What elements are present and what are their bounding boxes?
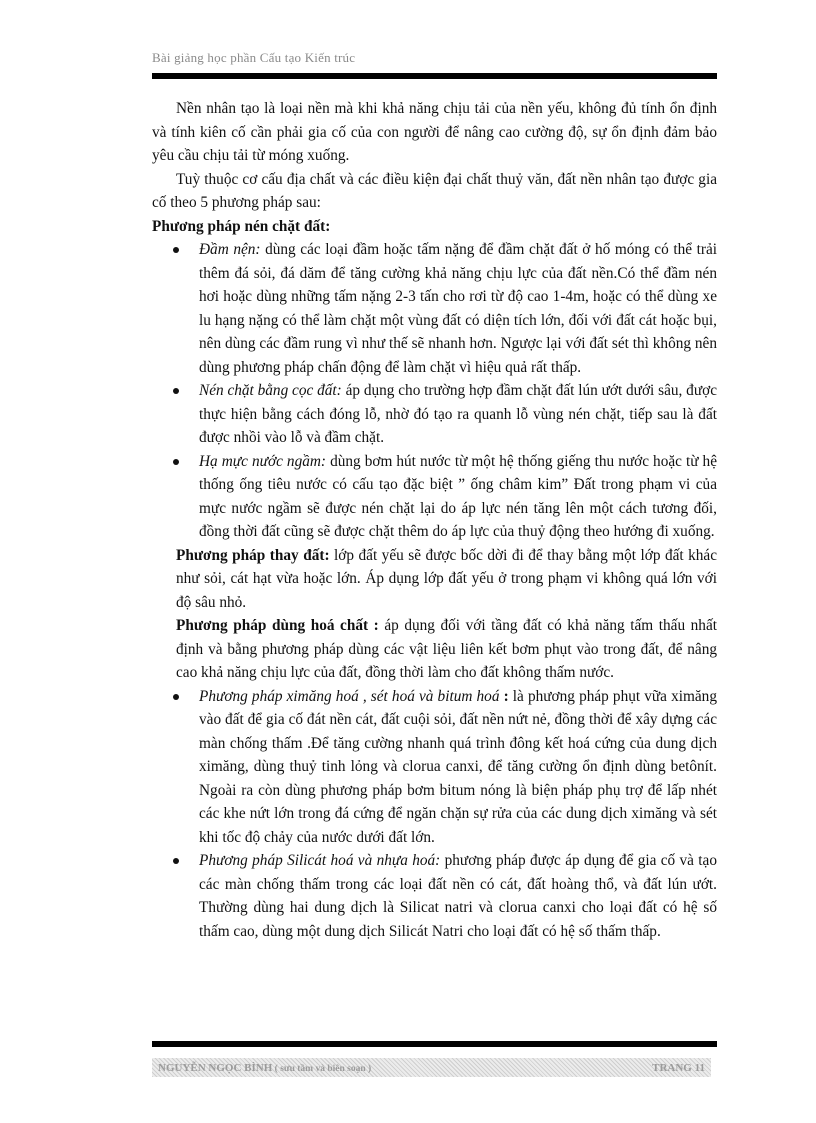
section-text: áp dụng đối với tầng đất có khả năng tấm thấu nhất định và bằng phương pháp dùng các vật liệu liên kết bơm phụt vào trong đất, để nâng cao khả năng chịu lực của đất, đồng thời làm cho đất không thấm nước. xyxy=(176,617,717,681)
list-item xyxy=(152,379,717,450)
bullet-list xyxy=(152,685,717,944)
item-term: Đầm nện: xyxy=(199,241,261,258)
footer-author: NGUYỄN NGỌC BÌNH xyxy=(158,1061,273,1074)
footer-author-block xyxy=(158,1062,371,1074)
intro-paragraph: Tuỳ thuộc cơ cấu địa chất và các điều kiện đại chất thuỷ văn, đất nền nhân tạo được gia cố theo 5 phương pháp sau: xyxy=(152,170,717,211)
bullet-icon xyxy=(173,694,179,700)
header-divider xyxy=(152,73,717,79)
footer-divider xyxy=(152,1041,717,1047)
item-colon: : xyxy=(499,687,509,705)
page-header-title: Bài giảng học phần Cấu tạo Kiến trúc xyxy=(152,50,356,65)
page-footer xyxy=(152,1058,711,1077)
bullet-icon xyxy=(173,459,179,465)
section-heading: Phương pháp nén chặt đất: xyxy=(152,217,331,235)
bullet-icon xyxy=(173,388,179,394)
item-text: dùng bơm hút nước từ một hệ thống giếng thu nước hoặc từ hệ thống ống tiêu nước có cấu tạo đặc biệt ” ống châm kim” Đất trong phạm vi của mực nước ngầm sẽ được nén chặt lại do áp lực nén tăng lên một cách tương đối, đồng thời đất cũng sẽ được chặt thêm do áp lực của thuỷ động theo hướng đi xuống. xyxy=(199,452,717,540)
item-text: phương pháp được áp dụng để gia cố và tạo các màn chống thấm trong các loại đất nền có cát, đất hoàng thổ, và đất lún ướt. Thường dùng hai dung dịch là Silicat natri và clorua canxi cho loại đất có hệ số thấm cao, dùng một dung dịch Silicát Natri cho loại đất có hệ số thấm thấp. xyxy=(199,852,717,940)
section-text: lớp đất yếu sẽ được bốc dời đi để thay bằng một lớp đất khác như sỏi, cát hạt vừa hoặc lớn. Áp dụng lớp đất yếu ở trong phạm vi không quá lớn với độ sâu nhỏ. xyxy=(176,546,718,611)
item-term: Nén chặt bằng cọc đất: xyxy=(199,382,342,399)
section-paragraph xyxy=(152,544,717,615)
item-text: là phương pháp phụt vữa ximăng vào đất để gia cố đát nền cát, đất cuội sỏi, đất nền nứt nẻ, đồng thời để xây dựng các màn chống thấm .Để tăng cường nhanh quá trình đông kết hoá cứng của dung dịch ximăng, dùng thuỷ tinh lỏng và clorua canxi, để tăng cường ổn định dùng betônít. Ngoài ra còn dùng phương pháp bơm bitum nóng là biện pháp phụ trợ để lấp nhét các khe nứt lớn trong đá cứng để ngăn chặn sự rửa của các dung dịch ximăng và sét khi tốc độ chảy của nước dưới đất lớn. xyxy=(199,687,717,846)
bullet-icon xyxy=(173,247,179,253)
item-term: Phương pháp ximăng hoá , sét hoá và bitum hoá xyxy=(199,687,500,705)
section-heading: Phương pháp dùng hoá chất : xyxy=(176,617,379,634)
item-text: áp dụng cho trường hợp đầm chặt đất lún ướt dưới sâu, được thực hiện bằng cách đóng lỗ, nhờ đó tạo ra quanh lỗ vùng nén chặt, tiếp sau là đất được nhồi vào lỗ và đầm chặt. xyxy=(199,382,717,446)
footer-author-note: ( sưu tầm và biên soạn ) xyxy=(272,1063,372,1074)
item-term: Phương pháp Silicát hoá và nhựa hoá: xyxy=(199,852,441,869)
bullet-list xyxy=(152,238,717,544)
item-text: dùng các loại đầm hoặc tấm nặng để đầm chặt đất ở hố móng có thể trải thêm đá sỏi, đá dăm để tăng cường khả năng chịu lực của đất nền.Có thể đầm nén hơi hoặc dùng những tấm nặng 2-3 tấn cho rơi từ độ cao 1-4m, hoặc có thể dùng xe lu hạng nặng có thể làm chặt một vùng đất có diện tích lớn, đối với đất cát hoặc bụi, nên dùng các đầm rung vì như thế sẽ nhanh hơn. Ngược lại với đất sét thì không nên dùng phương pháp chấn động để làm chặt vì hiệu quả rất thấp. xyxy=(199,241,717,376)
item-term: Hạ mực nước ngầm: xyxy=(199,452,327,470)
document-body xyxy=(152,97,717,943)
list-item xyxy=(152,685,717,850)
list-item xyxy=(152,450,717,544)
intro-paragraph: Nền nhân tạo là loại nền mà khi khả năng chịu tải của nền yếu, không đủ tính ổn định và tính kiên cố cần phải gia cố của con người để nâng cao cường độ, sự ổn định đảm bảo yêu cầu chịu tải từ móng xuống. xyxy=(152,100,717,164)
list-item xyxy=(152,238,717,379)
list-item xyxy=(152,849,717,943)
section-paragraph xyxy=(152,614,717,685)
section-heading: Phương pháp thay đất: xyxy=(176,546,330,564)
page-number: TRANG 11 xyxy=(652,1061,705,1074)
bullet-icon xyxy=(173,858,179,864)
